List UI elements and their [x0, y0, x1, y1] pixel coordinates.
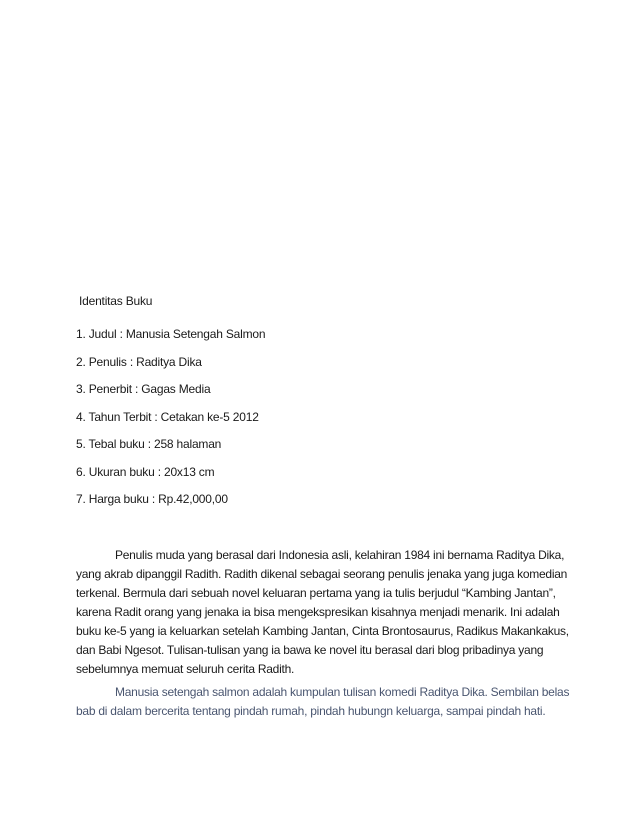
- paragraph-line: yang akrab dipanggil Radith. Radith dikenal sebagai seorang penulis jenaka yang juga komedian: [76, 567, 568, 581]
- identity-item-title: 1. Judul : Manusia Setengah Salmon: [76, 327, 266, 341]
- identity-item-publisher: 3. Penerbit : Gagas Media: [76, 382, 211, 396]
- identity-item-year: 4. Tahun Terbit : Cetakan ke-5 2012: [76, 409, 259, 424]
- paragraph-line: Penulis muda yang berasal dari Indonesia asli, kelahiran 1984 ini bernama Raditya Dika,: [115, 548, 565, 562]
- paragraph-line: bab di dalam bercerita tentang pindah rumah, pindah hubungn keluarga, sampai pindah hati.: [76, 704, 546, 718]
- paragraph-line: buku ke-5 yang ia keluarkan setelah Kambing Jantan, Cinta Brontosaurus, Radikus Makankakus,: [76, 624, 569, 638]
- identity-item-author: 2. Penulis : Raditya Dika: [76, 354, 202, 369]
- paragraph-author: [76, 546, 569, 679]
- book-identity-list: [76, 327, 265, 520]
- paragraph-line: karena Radit orang yang jenaka ia bisa mengekspresikan kisahnya menjadi menarik. Ini adalah: [76, 605, 560, 619]
- paragraph-line: terkenal. Bermula dari sebuah novel keluaran pertama yang ia tulis berjudul “Kambing Jantan”,: [76, 586, 556, 600]
- identity-item-pages: 5. Tebal buku : 258 halaman: [76, 437, 222, 451]
- paragraph-line: Manusia setengah salmon adalah kumpulan tulisan komedi Raditya Dika. Sembilan belas: [115, 685, 570, 699]
- paragraph-summary: [76, 683, 570, 721]
- paragraph-line: dan Babi Ngesot. Tulisan-tulisan yang ia bawa ke novel itu berasal dari blog pribadinya yang: [76, 643, 544, 657]
- section-heading: Identitas Buku: [79, 294, 153, 308]
- identity-item-size: 6. Ukuran buku : 20x13 cm: [76, 464, 215, 479]
- identity-item-price: 7. Harga buku : Rp.42,000,00: [76, 492, 228, 506]
- paragraph-line: sebelumnya memuat seluruh cerita Radith.: [76, 662, 295, 676]
